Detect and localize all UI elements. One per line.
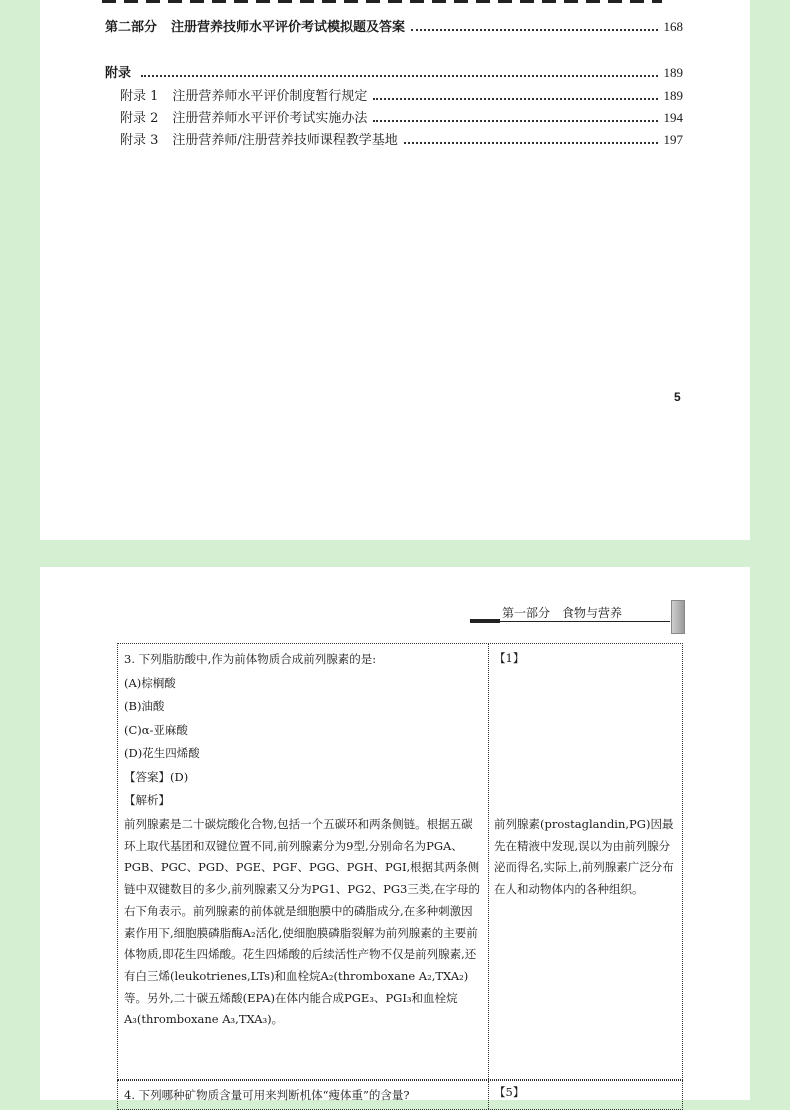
toc-leader-dots [411, 29, 657, 31]
page-number: 5 [674, 390, 681, 404]
header-tab-marker [671, 600, 685, 634]
toc-entry-page: 189 [663, 88, 683, 103]
side-tag: 【5】 [494, 1085, 525, 1099]
toc-entry-page: 168 [663, 19, 683, 34]
toc-entry-title: 注册营养师水平评价考试实施办法 [172, 111, 368, 126]
toc-entry-label: 附录 3 [120, 133, 159, 148]
side-tag: 【1】 [494, 651, 525, 665]
side-note: 前列腺素(prostaglandin,PG)因最先在精液中发现,误以为由前列腺分泌而得名,实际上,前列腺素广泛分布在人和动物体内的各种组织。 [494, 817, 674, 897]
option-c: (C)α-亚麻酸 [124, 722, 188, 737]
toc-entry-page: 194 [663, 110, 683, 125]
toc-entry-label: 附录 1 [120, 89, 159, 104]
toc-leader-dots [141, 75, 657, 77]
question-4-box [117, 1080, 683, 1110]
toc-page [40, 0, 750, 540]
toc-entry-label: 附录 [105, 66, 132, 81]
answer: 【答案】(D) [124, 769, 189, 784]
toc-entry-title: 注册营养师/注册营养技师课程教学基地 [172, 133, 398, 148]
analysis-text: 前列腺素是二十碳烷酸化合物,包括一个五碳环和两条侧链。根据五碳环上取代基团和双键位置不同,前列腺素分为9型,分别命名为PGA、PGB、PGC、PGD、PGE、PGF、PGG、PGH、PGI,根据其两条侧链中双键数目的多少,前列腺素又分为PG1、PG2、PG3三类,在字母的右下角表示。前列腺素的前体就是细胞膜中的磷脂成分,在多种刺激因素作用下,细胞膜磷脂酶A₂活化,使细胞膜磷脂裂解为前列腺素的主要前体物质,即花生四烯酸。花生四烯酸的后续活性产物不仅是前列腺素,还有白三烯(leukotrienes,LTs)和血栓烷A₂(thromboxane A₂,TXA₂)等。另外,二十碳五烯酸(EPA)在体内能合成PGE₃、PGI₃和血栓烷A₃(thromboxane A₃,TXA₃)。 [124, 817, 481, 1027]
toc-entry-appendix-2 [120, 107, 683, 126]
option-b: (B)油酸 [124, 699, 165, 713]
question-4-main [124, 1084, 484, 1108]
column-divider [488, 644, 489, 1079]
running-header: 第一部分 食物与营养 [502, 606, 623, 620]
toc-entry-part2 [105, 16, 683, 35]
header-rule [470, 621, 670, 622]
question-text: 4. 下列哪种矿物质含量可用来判断机体“瘦体重”的含量? [124, 1088, 410, 1102]
toc-leader-dots [373, 98, 657, 100]
toc-entry-page: 189 [663, 65, 683, 80]
toc-entry-appendix [105, 62, 683, 81]
question-3-box [117, 643, 683, 1080]
toc-entry-title: 注册营养技师水平评价考试模拟题及答案 [171, 20, 406, 35]
option-d: (D)花生四烯酸 [124, 746, 200, 760]
column-divider [488, 1081, 489, 1109]
toc-leader-dots [373, 120, 657, 122]
toc-entry-appendix-3 [120, 129, 683, 148]
toc-entry-label: 第二部分 [105, 20, 158, 35]
toc-leader-dots [404, 142, 658, 144]
option-a: (A)棕榈酸 [124, 675, 176, 690]
toc-entry-appendix-1 [120, 85, 683, 104]
analysis-label: 【解析】 [124, 793, 170, 807]
question-text: 3. 下列脂肪酸中,作为前体物质合成前列腺素的是: [124, 652, 377, 666]
toc-entry-page: 197 [663, 132, 683, 147]
toc-entry-title: 注册营养师水平评价制度暂行规定 [172, 89, 368, 104]
question-3-main [124, 648, 484, 813]
toc-entry-label: 附录 2 [120, 111, 159, 126]
cropped-toc-line [102, 0, 662, 3]
